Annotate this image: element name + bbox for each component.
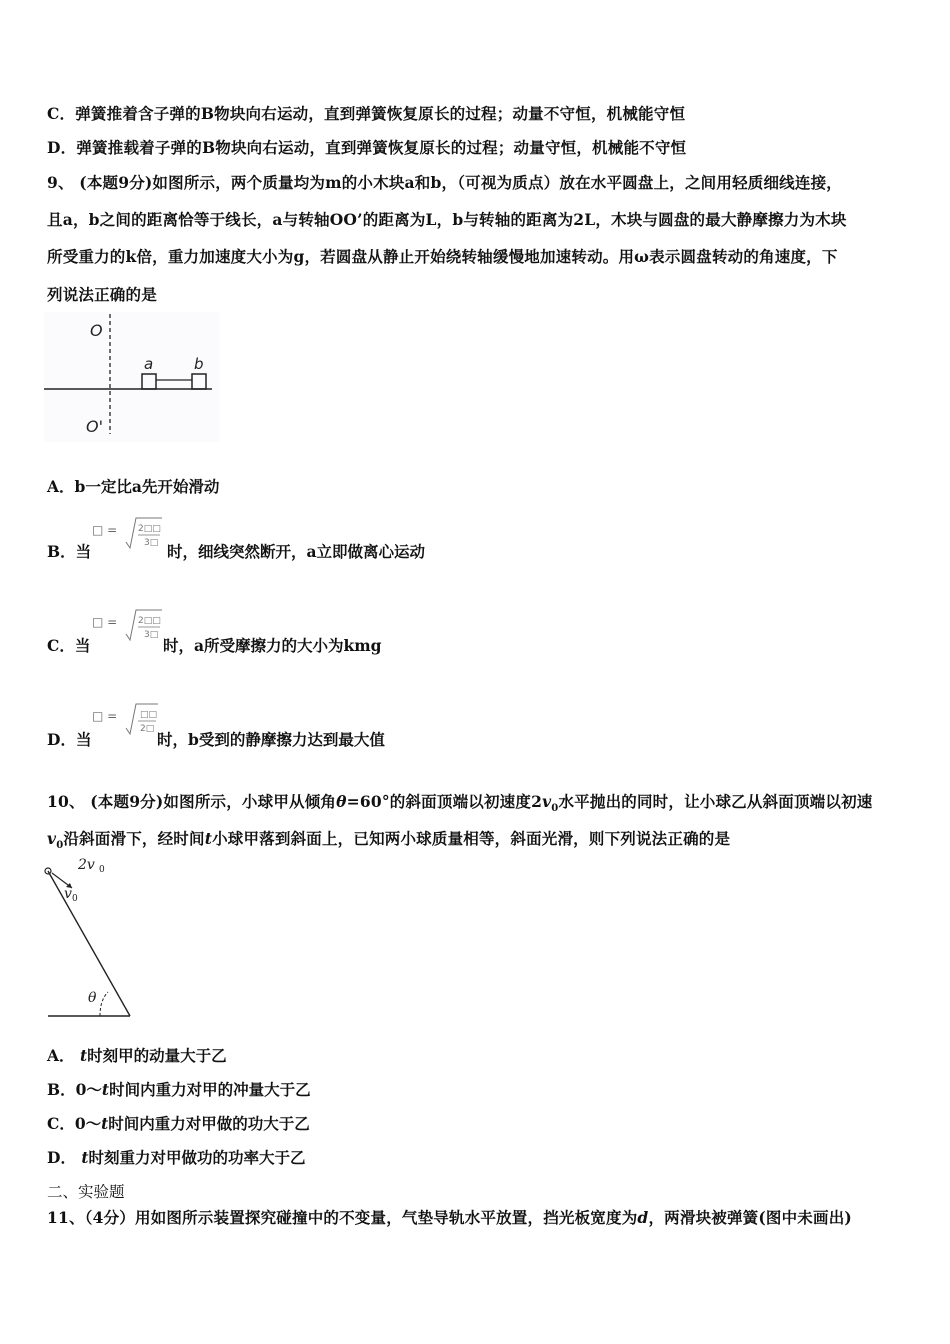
- q10-stem-line2: $v_0$沿斜面滑下，经时间t小球甲落到斜面上，已知两小球质量相等，斜面光滑，则下列说法正确的是: [47, 829, 731, 852]
- t-symbol: t: [81, 1148, 89, 1167]
- q10-option-c: [47, 1112, 310, 1134]
- q8-option-c: C．弹簧推着含子弹的B物块向右运动，直到弹簧恢复原长的过程；动量不守恒，机械能守恒: [47, 104, 686, 123]
- q9-option-b-text: 时，细线突然断开，a立即做离心运动: [167, 542, 426, 561]
- q9-option-c-prefix: C．当: [47, 636, 91, 655]
- option-b-text: 时间内重力对甲的冲量大于乙: [109, 1080, 311, 1099]
- label-v0: v: [64, 886, 72, 902]
- q9-stem-line2: 且a，b之间的距离恰等于线长，a与转轴OO’的距离为L，b与转轴的距离为2L，木块与圆盘的最大静摩擦力为木块: [47, 210, 847, 229]
- q9-option-c-text: 时，a所受摩擦力的大小为kmg: [163, 636, 382, 655]
- q9-option-c-formula: [90, 604, 170, 648]
- formula-numerator: □□: [140, 710, 158, 720]
- option-c-label: C．0～: [47, 1114, 102, 1133]
- formula-denominator: 2□: [140, 724, 155, 734]
- label-2v0-sub: 0: [99, 865, 105, 875]
- label-2v0: 2v: [78, 857, 95, 873]
- section-title: 二、实验题: [47, 1183, 125, 1201]
- q9-option-c: [47, 634, 90, 656]
- q9-option-b-formula: [90, 512, 170, 556]
- label-v0-sub: 0: [72, 894, 78, 904]
- formula-lhs: □ =: [92, 523, 118, 537]
- option-d-text: 时刻重力对甲做功的功率大于乙: [88, 1148, 306, 1167]
- q9-stem-line4: 列说法正确的是: [47, 285, 157, 304]
- q9-option-b: [47, 540, 91, 562]
- q10-line1-part-a: 10、 (本题9分)如图所示，小球甲从倾角: [47, 792, 337, 811]
- q9-figure: [44, 312, 219, 442]
- q10-option-d: [47, 1146, 306, 1168]
- option-c-text: 时间内重力对甲做的功大于乙: [108, 1114, 310, 1133]
- v-symbol: v: [542, 792, 552, 811]
- label-theta: θ: [88, 990, 97, 1006]
- q10-line1-part-c: 水平抛出的同时，让小球乙从斜面顶端以初速: [558, 792, 873, 811]
- q8-option-d: D．弹簧推载着子弹的B物块向右运动，直到弹簧恢复原长的过程；动量守恒，机械能不守恒: [47, 138, 687, 157]
- formula-numerator: 2□□: [138, 616, 161, 626]
- option-b-label: B．0～: [47, 1080, 102, 1099]
- t-symbol: t: [101, 1114, 109, 1133]
- q10-option-a: [47, 1044, 227, 1066]
- option-a-text: 时刻甲的动量大于乙: [87, 1046, 227, 1065]
- formula-lhs: □ =: [92, 615, 118, 629]
- angle-arc: [100, 992, 108, 1016]
- label-a: a: [144, 355, 154, 373]
- option-a-label: A．: [47, 1046, 75, 1065]
- formula-lhs: □ =: [92, 709, 118, 723]
- formula-numerator: 2□□: [138, 524, 161, 534]
- t-symbol: t: [204, 829, 213, 848]
- q11-part-b: ，两滑块被弹簧(图中未画出): [648, 1208, 852, 1227]
- q10-line1-part-b: =60°的斜面顶端以初速度2: [346, 792, 543, 811]
- q9-stem-line3: 所受重力的k倍，重力加速度大小为g，若圆盘从静止开始绕转轴缓慢地加速转动。用ω表示圆盘转动的角速度，下: [47, 247, 838, 266]
- q9-option-d-prefix: D．当: [47, 730, 92, 749]
- option-d-label: D．: [47, 1148, 76, 1167]
- label-b: b: [194, 355, 204, 373]
- q10-line2-part-b: 小球甲落到斜面上，已知两小球质量相等，斜面光滑，则下列说法正确的是: [212, 829, 731, 848]
- q9-stem-line1: 9、 (本题9分)如图所示，两个质量均为m的小木块a和b，（可视为质点）放在水平圆盘上，之间用轻质细线连接，: [47, 173, 842, 192]
- q9-option-a: A．b一定比a先开始滑动: [47, 477, 220, 496]
- t-symbol: t: [101, 1080, 110, 1099]
- q10-line2-part-a: 沿斜面滑下，经时间: [63, 829, 205, 848]
- d-symbol: d: [637, 1208, 649, 1227]
- v-symbol: v: [47, 829, 57, 848]
- q11-part-a: 11、（4分）用如图所示装置探究碰撞中的不变量，气垫导轨水平放置，挡光板宽度为: [47, 1208, 638, 1227]
- q9-option-b-prefix: B．当: [47, 542, 92, 561]
- q10-stem-line1: 10、 (本题9分)如图所示，小球甲从倾角θ=60°的斜面顶端以初速度$2v_0$水平抛出的同时，让小球乙从斜面顶端以初速: [47, 792, 873, 815]
- theta-symbol: θ: [336, 792, 347, 811]
- t-symbol: t: [79, 1046, 88, 1065]
- label-o: O: [90, 321, 103, 340]
- formula-denominator: 3□: [144, 630, 159, 640]
- formula-denominator: 3□: [144, 538, 159, 548]
- q10-option-b: [47, 1078, 311, 1100]
- q9-option-d: [47, 728, 91, 750]
- q11-stem-line1: [47, 1206, 852, 1228]
- label-o-prime: O': [86, 417, 103, 436]
- q10-figure: [40, 852, 140, 1022]
- q9-option-d-text: 时，b受到的静摩擦力达到最大值: [157, 730, 385, 749]
